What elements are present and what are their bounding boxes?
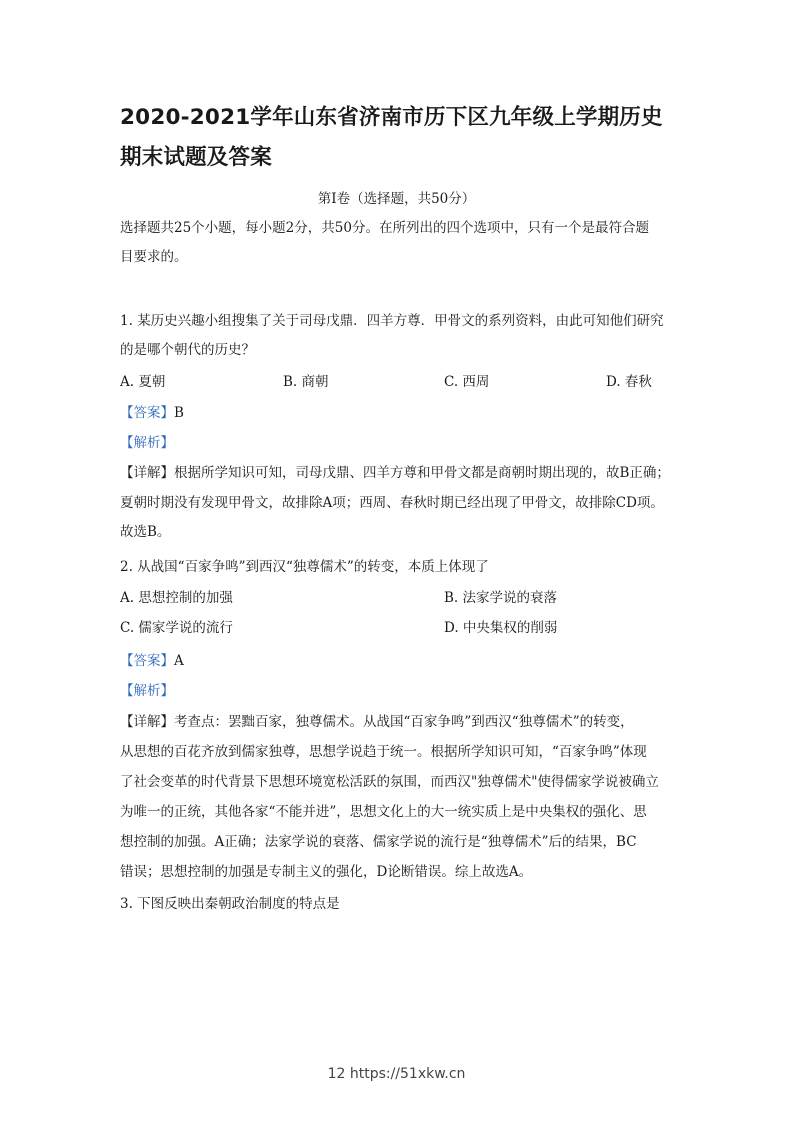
question-2-option-d: D. 中央集权的削弱	[444, 620, 558, 636]
question-1-option-d: D. 春秋	[606, 374, 652, 390]
question-2-option-c: C. 儒家学说的流行	[120, 620, 233, 636]
answer-value: A	[174, 653, 184, 669]
question-2-detail-line-6: 错误；思想控制的加强是专制主义的强化，D论断错误。综上故选A。	[120, 864, 533, 880]
answer-tag: 【答案】	[120, 405, 174, 421]
question-2-stem: 2. 从战国“百家争鸣”到西汉“独尊儒术”的转变，本质上体现了	[120, 559, 489, 575]
question-2-analysis-tag: 【解析】	[120, 683, 174, 699]
question-1-option-a: A. 夏朝	[120, 374, 166, 390]
question-2-detail-line-2: 从思想的百花齐放到儒家独尊，思想学说趋于统一。根据所学知识可知，“百家争鸣”体现	[120, 744, 647, 760]
question-1-detail-line-2: 夏朝时期没有发现甲骨文，故排除A项；西周、春秋时期已经出现了甲骨文，故排除CD项。	[120, 495, 664, 511]
question-1-detail-line-3: 故选B。	[120, 524, 171, 540]
question-1-answer	[120, 404, 184, 422]
detail-tag: 【详解】	[120, 714, 174, 730]
question-2-option-b: B. 法家学说的衰落	[444, 590, 558, 606]
question-1-option-b: B. 商朝	[283, 374, 329, 390]
question-2-detail-line-1	[120, 713, 634, 731]
answer-tag: 【答案】	[120, 653, 174, 669]
section-heading: 第Ⅰ卷（选择题，共50分）	[317, 191, 476, 207]
question-3-stem: 3. 下图反映出秦朝政治制度的特点是	[120, 896, 340, 912]
question-1-detail-line-1	[120, 464, 670, 482]
question-1-option-c: C. 西周	[444, 374, 490, 390]
question-1-stem-line-1: 1. 某历史兴趣小组搜集了关于司母戊鼎．四羊方尊．甲骨文的系列资料，由此可知他们研究	[120, 313, 664, 329]
detail-text: 根据所学知识可知，司母戊鼎、四羊方尊和甲骨文都是商朝时期出现的，故B正确；	[174, 465, 670, 481]
intro-line-1: 选择题共25个小题，每小题2分，共50分。在所列出的四个选项中，只有一个是最符合题	[120, 220, 649, 236]
intro-line-2: 目要求的。	[120, 249, 188, 265]
page-title: 2020-2021学年山东省济南市历下区九年级上学期历史期末试题及答案	[120, 105, 663, 170]
question-2-answer	[120, 652, 184, 670]
question-2-detail-line-3: 了社会变革的时代背景下思想环境宽松活跃的氛围，而西汉"独尊儒术"使得儒家学说被确立	[120, 774, 659, 790]
question-2-detail-line-5: 想控制的加强。A正确；法家学说的衰落、儒家学说的流行是“独尊儒术”后的结果，BC	[120, 834, 637, 850]
page-footer: 12 https://51xkw.cn	[327, 1066, 466, 1082]
detail-text: 考查点：罢黜百家，独尊儒术。从战国“百家争鸣”到西汉“独尊儒术”的转变，	[174, 714, 634, 730]
question-2-option-a: A. 思想控制的加强	[120, 590, 233, 606]
answer-value: B	[174, 405, 184, 421]
question-1-analysis-tag: 【解析】	[120, 435, 174, 451]
detail-tag: 【详解】	[120, 465, 174, 481]
question-2-detail-line-4: 为唯一的正统，其他各家“不能并进”，思想文化上的大一统实质上是中央集权的强化、思	[120, 804, 647, 820]
question-1-stem-line-2: 的是哪个朝代的历史？	[120, 342, 255, 358]
